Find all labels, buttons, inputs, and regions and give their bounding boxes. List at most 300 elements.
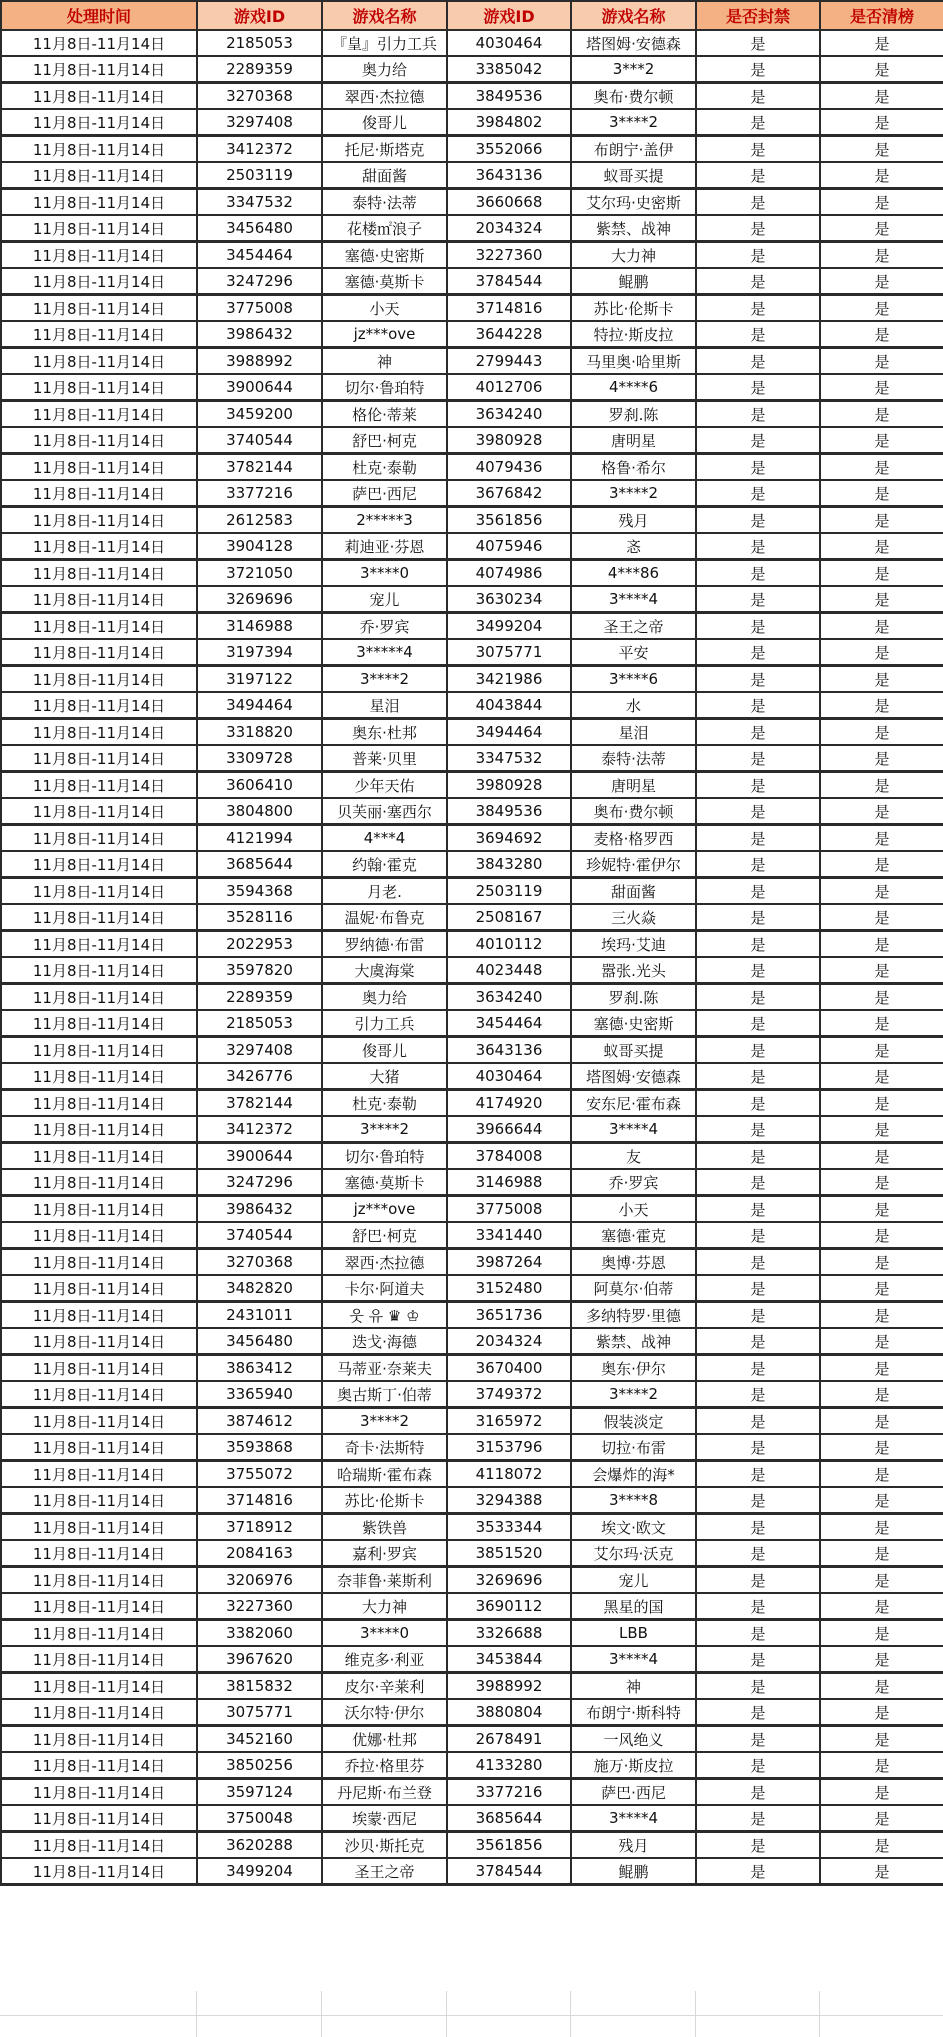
cell-game-id: 4121994 <box>197 825 322 852</box>
cell-game-name-2: 塞德·霍克 <box>571 1222 696 1249</box>
cell-game-id-2: 4174920 <box>447 1090 571 1117</box>
cell-game-name-2: 水 <box>571 692 696 719</box>
cell-is-banned: 是 <box>696 745 820 772</box>
cell-game-id-2: 3784544 <box>447 268 571 295</box>
cell-game-id-2: 4023448 <box>447 957 571 984</box>
cell-game-id: 3815832 <box>197 1673 322 1700</box>
cell-game-id-2: 3634240 <box>447 984 571 1011</box>
cell-game-id-2: 2678491 <box>447 1726 571 1753</box>
cell-is-cleared: 是 <box>820 957 943 984</box>
empty-grid-area <box>0 1991 943 2037</box>
cell-is-banned: 是 <box>696 560 820 587</box>
cell-is-banned: 是 <box>696 1328 820 1355</box>
cell-process-time: 11月8日-11月14日 <box>1 321 197 348</box>
cell-game-name-2: 3****6 <box>571 666 696 693</box>
table-row <box>1 1461 943 1488</box>
cell-game-id: 3755072 <box>197 1461 322 1488</box>
cell-game-name-2: 苏比·伦斯卡 <box>571 295 696 322</box>
cell-process-time: 11月8日-11月14日 <box>1 1302 197 1329</box>
cell-game-name: 奥力给 <box>322 56 447 83</box>
cell-game-name: 苏比·伦斯卡 <box>322 1487 447 1514</box>
cell-game-name-2: 一风绝义 <box>571 1726 696 1753</box>
cell-is-banned: 是 <box>696 136 820 163</box>
cell-game-id-2: 3670400 <box>447 1355 571 1382</box>
cell-game-id: 3347532 <box>197 189 322 216</box>
cell-is-banned: 是 <box>696 242 820 269</box>
table-row <box>1 1858 943 1885</box>
cell-game-id: 3482820 <box>197 1275 322 1302</box>
cell-is-cleared: 是 <box>820 1567 943 1594</box>
cell-game-name-2: 蚁哥买提 <box>571 162 696 189</box>
cell-game-name-2: 4****6 <box>571 374 696 401</box>
cell-game-id: 3900644 <box>197 1143 322 1170</box>
cell-game-id: 2289359 <box>197 984 322 1011</box>
cell-game-name-2: 星泪 <box>571 719 696 746</box>
cell-game-id-2: 3984802 <box>447 109 571 136</box>
cell-is-cleared: 是 <box>820 1461 943 1488</box>
cell-game-id: 3206976 <box>197 1567 322 1594</box>
cell-game-name: 丹尼斯·布兰登 <box>322 1779 447 1806</box>
cell-game-id-2: 3660668 <box>447 189 571 216</box>
cell-game-id: 2084163 <box>197 1540 322 1567</box>
table-row <box>1 639 943 666</box>
cell-is-banned: 是 <box>696 1726 820 1753</box>
cell-process-time: 11月8日-11月14日 <box>1 401 197 428</box>
cell-game-id-2: 4133280 <box>447 1752 571 1779</box>
cell-game-name: 神 <box>322 348 447 375</box>
cell-game-id-2: 3880804 <box>447 1699 571 1726</box>
table-row <box>1 1143 943 1170</box>
cell-is-cleared: 是 <box>820 1593 943 1620</box>
header-process-time: 处理时间 <box>1 1 197 30</box>
cell-game-id-2: 4010112 <box>447 931 571 958</box>
cell-game-name: 维克多·利亚 <box>322 1646 447 1673</box>
cell-game-name: 埃蒙·西尼 <box>322 1805 447 1832</box>
cell-is-banned: 是 <box>696 772 820 799</box>
cell-game-name-2: 塔图姆·安德森 <box>571 30 696 56</box>
cell-game-id: 3297408 <box>197 1037 322 1064</box>
table-row <box>1 1752 943 1779</box>
cell-game-id: 2185053 <box>197 30 322 56</box>
table-row <box>1 268 943 295</box>
cell-is-cleared: 是 <box>820 1275 943 1302</box>
table-row <box>1 1779 943 1806</box>
cell-is-banned: 是 <box>696 825 820 852</box>
cell-game-name: jz***ove <box>322 321 447 348</box>
cell-process-time: 11月8日-11月14日 <box>1 1461 197 1488</box>
cell-is-cleared: 是 <box>820 1196 943 1223</box>
cell-game-name: 舒巴·柯克 <box>322 427 447 454</box>
cell-process-time: 11月8日-11月14日 <box>1 1090 197 1117</box>
cell-is-cleared: 是 <box>820 189 943 216</box>
cell-game-id-2: 4079436 <box>447 454 571 481</box>
cell-is-cleared: 是 <box>820 984 943 1011</box>
cell-game-name-2: 鲲鹏 <box>571 1858 696 1885</box>
cell-process-time: 11月8日-11月14日 <box>1 374 197 401</box>
cell-game-id-2: 3966644 <box>447 1116 571 1143</box>
cell-is-banned: 是 <box>696 613 820 640</box>
cell-is-banned: 是 <box>696 533 820 560</box>
cell-process-time: 11月8日-11月14日 <box>1 242 197 269</box>
cell-game-name-2: 艾尔玛·史密斯 <box>571 189 696 216</box>
cell-game-name-2: 平安 <box>571 639 696 666</box>
cell-is-cleared: 是 <box>820 1726 943 1753</box>
cell-game-id-2: 3227360 <box>447 242 571 269</box>
cell-process-time: 11月8日-11月14日 <box>1 533 197 560</box>
cell-game-name: 卡尔·阿道夫 <box>322 1275 447 1302</box>
cell-game-name-2: 塔图姆·安德森 <box>571 1063 696 1090</box>
cell-game-id: 3269696 <box>197 586 322 613</box>
cell-is-banned: 是 <box>696 1646 820 1673</box>
cell-is-banned: 是 <box>696 666 820 693</box>
cell-is-cleared: 是 <box>820 1540 943 1567</box>
table-row <box>1 1805 943 1832</box>
cell-process-time: 11月8日-11月14日 <box>1 1328 197 1355</box>
cell-game-id-2: 4030464 <box>447 30 571 56</box>
cell-game-id: 3197394 <box>197 639 322 666</box>
cell-game-id: 3594368 <box>197 878 322 905</box>
cell-game-name-2: 萨巴·西尼 <box>571 1779 696 1806</box>
table-row <box>1 798 943 825</box>
table-row <box>1 1090 943 1117</box>
cell-process-time: 11月8日-11月14日 <box>1 1487 197 1514</box>
cell-game-name-2: 宠儿 <box>571 1567 696 1594</box>
cell-game-id: 3146988 <box>197 613 322 640</box>
cell-is-banned: 是 <box>696 1302 820 1329</box>
cell-game-name: 奈菲鲁·莱斯利 <box>322 1567 447 1594</box>
table-row <box>1 1355 943 1382</box>
table-row <box>1 83 943 110</box>
cell-game-id-2: 4030464 <box>447 1063 571 1090</box>
table-row <box>1 1275 943 1302</box>
header-is-cleared: 是否清榜 <box>820 1 943 30</box>
cell-game-id-2: 3980928 <box>447 427 571 454</box>
cell-game-id: 3247296 <box>197 1169 322 1196</box>
cell-game-name-2: 残月 <box>571 1832 696 1859</box>
cell-is-banned: 是 <box>696 1832 820 1859</box>
cell-is-cleared: 是 <box>820 1699 943 1726</box>
cell-process-time: 11月8日-11月14日 <box>1 1249 197 1276</box>
cell-game-name: 『皇』引力工兵 <box>322 30 447 56</box>
header-game-name-2: 游戏名称 <box>571 1 696 30</box>
cell-game-name-2: 珍妮特·霍伊尔 <box>571 851 696 878</box>
cell-game-name-2: 大力神 <box>571 242 696 269</box>
cell-game-name: 少年天佑 <box>322 772 447 799</box>
cell-is-banned: 是 <box>696 374 820 401</box>
cell-game-id-2: 3269696 <box>447 1567 571 1594</box>
cell-game-name-2: 唐明星 <box>571 772 696 799</box>
cell-process-time: 11月8日-11月14日 <box>1 1858 197 1885</box>
cell-is-cleared: 是 <box>820 745 943 772</box>
cell-game-name-2: 奥布·费尔顿 <box>571 798 696 825</box>
cell-is-banned: 是 <box>696 1514 820 1541</box>
cell-game-name-2: 三火焱 <box>571 904 696 931</box>
cell-game-id: 3593868 <box>197 1434 322 1461</box>
cell-game-name: 3****0 <box>322 560 447 587</box>
header-game-id-2: 游戏ID <box>447 1 571 30</box>
cell-is-banned: 是 <box>696 586 820 613</box>
cell-game-name-2: 艾尔玛·沃克 <box>571 1540 696 1567</box>
cell-game-name-2: 布朗宁·盖伊 <box>571 136 696 163</box>
cell-is-cleared: 是 <box>820 1514 943 1541</box>
cell-game-id-2: 3075771 <box>447 639 571 666</box>
cell-game-name-2: 阿莫尔·伯蒂 <box>571 1275 696 1302</box>
cell-game-name: 引力工兵 <box>322 1010 447 1037</box>
cell-game-id-2: 3347532 <box>447 745 571 772</box>
cell-game-id: 3750048 <box>197 1805 322 1832</box>
cell-is-banned: 是 <box>696 957 820 984</box>
cell-process-time: 11月8日-11月14日 <box>1 83 197 110</box>
cell-game-name-2: 切拉·布雷 <box>571 1434 696 1461</box>
cell-game-id: 3967620 <box>197 1646 322 1673</box>
cell-game-name: 小天 <box>322 295 447 322</box>
cell-game-id: 3620288 <box>197 1832 322 1859</box>
cell-process-time: 11月8日-11月14日 <box>1 507 197 534</box>
cell-is-banned: 是 <box>696 454 820 481</box>
cell-game-name-2: 甜面酱 <box>571 878 696 905</box>
cell-game-id-2: 2508167 <box>447 904 571 931</box>
cell-game-id: 3247296 <box>197 268 322 295</box>
table-row <box>1 1620 943 1647</box>
cell-game-id-2: 3152480 <box>447 1275 571 1302</box>
table-row <box>1 427 943 454</box>
cell-process-time: 11月8日-11月14日 <box>1 480 197 507</box>
cell-game-id: 3426776 <box>197 1063 322 1090</box>
cell-is-cleared: 是 <box>820 1355 943 1382</box>
cell-is-cleared: 是 <box>820 1249 943 1276</box>
cell-is-cleared: 是 <box>820 772 943 799</box>
cell-game-id: 3499204 <box>197 1858 322 1885</box>
table-row <box>1 1408 943 1435</box>
cell-game-id: 3197122 <box>197 666 322 693</box>
cell-game-name: 杜克·泰勒 <box>322 1090 447 1117</box>
cell-process-time: 11月8日-11月14日 <box>1 1275 197 1302</box>
cell-is-cleared: 是 <box>820 1010 943 1037</box>
cell-game-name: 迭戈·海德 <box>322 1328 447 1355</box>
cell-is-cleared: 是 <box>820 507 943 534</box>
cell-game-name-2: 紫禁、战神 <box>571 1328 696 1355</box>
cell-process-time: 11月8日-11月14日 <box>1 1063 197 1090</box>
cell-is-cleared: 是 <box>820 1620 943 1647</box>
cell-is-cleared: 是 <box>820 1037 943 1064</box>
cell-is-banned: 是 <box>696 639 820 666</box>
cell-is-cleared: 是 <box>820 401 943 428</box>
cell-game-id-2: 4118072 <box>447 1461 571 1488</box>
cell-is-banned: 是 <box>696 1593 820 1620</box>
table-row <box>1 613 943 640</box>
cell-is-cleared: 是 <box>820 1408 943 1435</box>
table-row <box>1 1673 943 1700</box>
cell-game-id-2: 3146988 <box>447 1169 571 1196</box>
cell-process-time: 11月8日-11月14日 <box>1 692 197 719</box>
cell-game-id-2: 3533344 <box>447 1514 571 1541</box>
cell-game-name-2: 唐明星 <box>571 427 696 454</box>
cell-game-name: 萨巴·西尼 <box>322 480 447 507</box>
cell-is-banned: 是 <box>696 1196 820 1223</box>
cell-game-name-2: 嚣张.光头 <box>571 957 696 984</box>
cell-process-time: 11月8日-11月14日 <box>1 772 197 799</box>
cell-game-name-2: 格鲁·希尔 <box>571 454 696 481</box>
table-row <box>1 1699 943 1726</box>
cell-is-banned: 是 <box>696 83 820 110</box>
cell-game-id-2: 3561856 <box>447 507 571 534</box>
cell-game-id-2: 3552066 <box>447 136 571 163</box>
cell-is-banned: 是 <box>696 189 820 216</box>
cell-is-cleared: 是 <box>820 560 943 587</box>
cell-game-name-2: 奥博·芬恩 <box>571 1249 696 1276</box>
cell-is-cleared: 是 <box>820 321 943 348</box>
cell-game-id-2: 4074986 <box>447 560 571 587</box>
table-row <box>1 215 943 242</box>
cell-game-id: 3904128 <box>197 533 322 560</box>
cell-game-name-2: 3****8 <box>571 1487 696 1514</box>
cell-game-name-2: 小天 <box>571 1196 696 1223</box>
cell-is-banned: 是 <box>696 1805 820 1832</box>
cell-game-name-2: 罗刹.陈 <box>571 401 696 428</box>
cell-game-id: 3454464 <box>197 242 322 269</box>
cell-process-time: 11月8日-11月14日 <box>1 1832 197 1859</box>
header-is-banned: 是否封禁 <box>696 1 820 30</box>
cell-game-id-2: 3775008 <box>447 1196 571 1223</box>
cell-game-name-2: 布朗宁·斯科特 <box>571 1699 696 1726</box>
cell-game-id: 2185053 <box>197 1010 322 1037</box>
cell-game-id-2: 3494464 <box>447 719 571 746</box>
cell-is-cleared: 是 <box>820 1116 943 1143</box>
cell-game-id-2: 3326688 <box>447 1620 571 1647</box>
cell-process-time: 11月8日-11月14日 <box>1 878 197 905</box>
cell-game-id-2: 2034324 <box>447 215 571 242</box>
cell-process-time: 11月8日-11月14日 <box>1 1699 197 1726</box>
cell-game-id-2: 2799443 <box>447 348 571 375</box>
table-row <box>1 321 943 348</box>
cell-game-name: 甜面酱 <box>322 162 447 189</box>
cell-process-time: 11月8日-11月14日 <box>1 1037 197 1064</box>
cell-is-cleared: 是 <box>820 639 943 666</box>
cell-game-name-2: 3****4 <box>571 1805 696 1832</box>
cell-game-name: 约翰·霍克 <box>322 851 447 878</box>
table-row <box>1 295 943 322</box>
cell-process-time: 11月8日-11月14日 <box>1 904 197 931</box>
cell-game-id-2: 3980928 <box>447 772 571 799</box>
cell-game-id: 2289359 <box>197 56 322 83</box>
cell-game-id: 3721050 <box>197 560 322 587</box>
cell-is-cleared: 是 <box>820 1646 943 1673</box>
cell-game-name-2: 蚁哥买提 <box>571 1037 696 1064</box>
cell-process-time: 11月8日-11月14日 <box>1 1434 197 1461</box>
cell-is-cleared: 是 <box>820 798 943 825</box>
cell-game-name-2: 3****2 <box>571 109 696 136</box>
table-row <box>1 401 943 428</box>
cell-is-banned: 是 <box>696 1567 820 1594</box>
cell-game-name-2: 假装淡定 <box>571 1408 696 1435</box>
cell-game-name: 2*****3 <box>322 507 447 534</box>
cell-game-id: 3718912 <box>197 1514 322 1541</box>
table-row <box>1 1646 943 1673</box>
cell-is-cleared: 是 <box>820 586 943 613</box>
cell-is-cleared: 是 <box>820 851 943 878</box>
cell-game-id: 2612583 <box>197 507 322 534</box>
cell-is-banned: 是 <box>696 162 820 189</box>
cell-game-id-2: 3694692 <box>447 825 571 852</box>
cell-game-id: 3685644 <box>197 851 322 878</box>
cell-is-cleared: 是 <box>820 1328 943 1355</box>
cell-process-time: 11月8日-11月14日 <box>1 931 197 958</box>
cell-process-time: 11月8日-11月14日 <box>1 189 197 216</box>
table-row <box>1 109 943 136</box>
table-body <box>1 30 943 1885</box>
cell-is-banned: 是 <box>696 1540 820 1567</box>
cell-game-id: 3782144 <box>197 1090 322 1117</box>
cell-game-name: 马蒂亚·奈莱夫 <box>322 1355 447 1382</box>
cell-game-name-2: 3****4 <box>571 1646 696 1673</box>
cell-process-time: 11月8日-11月14日 <box>1 30 197 56</box>
cell-game-id: 3597820 <box>197 957 322 984</box>
cell-game-name: 俊哥儿 <box>322 1037 447 1064</box>
table-row <box>1 1832 943 1859</box>
cell-process-time: 11月8日-11月14日 <box>1 639 197 666</box>
cell-game-name: 紫铁兽 <box>322 1514 447 1541</box>
cell-game-name-2: 神 <box>571 1673 696 1700</box>
cell-game-id: 3804800 <box>197 798 322 825</box>
cell-is-cleared: 是 <box>820 242 943 269</box>
cell-is-cleared: 是 <box>820 1779 943 1806</box>
cell-game-id-2: 3165972 <box>447 1408 571 1435</box>
cell-game-id: 3456480 <box>197 215 322 242</box>
cell-game-name: 沃尔特·伊尔 <box>322 1699 447 1726</box>
cell-game-id-2: 3714816 <box>447 295 571 322</box>
cell-game-name: 塞德·史密斯 <box>322 242 447 269</box>
cell-game-id: 3456480 <box>197 1328 322 1355</box>
cell-process-time: 11月8日-11月14日 <box>1 613 197 640</box>
header-game-name: 游戏名称 <box>322 1 447 30</box>
cell-is-banned: 是 <box>696 692 820 719</box>
table-row <box>1 984 943 1011</box>
table-row <box>1 1063 943 1090</box>
cell-game-name: 大猪 <box>322 1063 447 1090</box>
cell-game-id: 3775008 <box>197 295 322 322</box>
cell-game-id: 3309728 <box>197 745 322 772</box>
cell-process-time: 11月8日-11月14日 <box>1 268 197 295</box>
cell-game-id: 3528116 <box>197 904 322 931</box>
cell-game-id: 3412372 <box>197 136 322 163</box>
cell-process-time: 11月8日-11月14日 <box>1 560 197 587</box>
cell-is-cleared: 是 <box>820 1222 943 1249</box>
cell-game-id-2: 4075946 <box>447 533 571 560</box>
cell-is-cleared: 是 <box>820 1169 943 1196</box>
cell-game-id-2: 3987264 <box>447 1249 571 1276</box>
cell-game-name: 莉迪亚·芬恩 <box>322 533 447 560</box>
cell-game-name: 花楼㎡浪子 <box>322 215 447 242</box>
cell-game-name-2: 友 <box>571 1143 696 1170</box>
cell-game-name: 3*****4 <box>322 639 447 666</box>
cell-game-id-2: 3294388 <box>447 1487 571 1514</box>
cell-game-id-2: 3843280 <box>447 851 571 878</box>
cell-is-cleared: 是 <box>820 1090 943 1117</box>
cell-game-id: 3365940 <box>197 1381 322 1408</box>
cell-game-id: 3988992 <box>197 348 322 375</box>
cell-is-cleared: 是 <box>820 295 943 322</box>
cell-is-cleared: 是 <box>820 348 943 375</box>
cell-is-banned: 是 <box>696 1355 820 1382</box>
cell-is-banned: 是 <box>696 798 820 825</box>
cell-process-time: 11月8日-11月14日 <box>1 1381 197 1408</box>
cell-game-id-2: 3153796 <box>447 1434 571 1461</box>
cell-process-time: 11月8日-11月14日 <box>1 427 197 454</box>
cell-game-id: 3270368 <box>197 1249 322 1276</box>
cell-is-banned: 是 <box>696 348 820 375</box>
cell-game-name: 嘉利·罗宾 <box>322 1540 447 1567</box>
cell-game-name: 星泪 <box>322 692 447 719</box>
